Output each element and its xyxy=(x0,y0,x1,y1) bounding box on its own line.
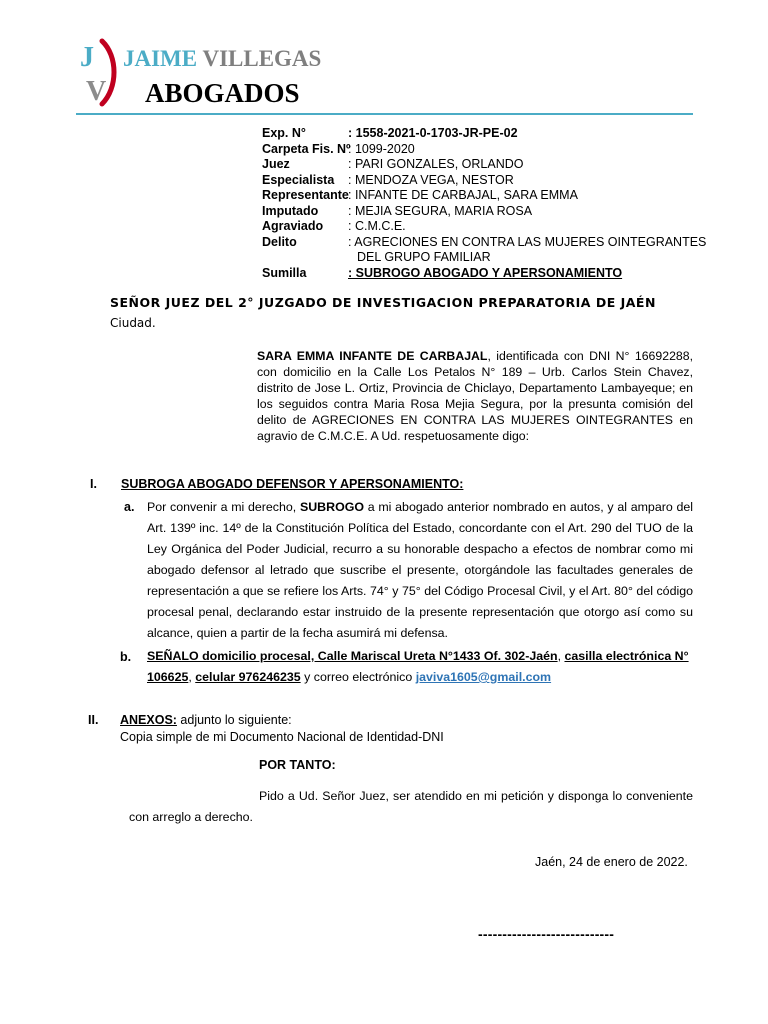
item-a-post: a mi abogado anterior nombrado en autos, y al amparo del Art. 139º inc. 14º de la Constitución Política del Estado, concordante con el Art. 290 del TUO de la Ley Orgánica del Poder Judicial, recurro a su honorable despacho a efectos de nombrar como mi abogado defensor al letrado que suscribe el presente, otorgándole las facultades generales de representación a que se refiere los Arts. 74° y 75° del Código Procesal Civil, y el Art. 80° del código procesal penal, declarando estar instruido de la presente representación que otorgo así como su alcance, quien a partir de la fecha asumirá mi defensa. xyxy=(147,500,693,640)
case-info-value: : INFANTE DE CARBAJAL, SARA EMMA xyxy=(348,188,578,202)
procesal-address: SEÑALO domicilio procesal, Calle Mariscal Ureta N°1433 Of. 302-Jaén xyxy=(147,649,558,663)
case-info-value: : MENDOZA VEGA, NESTOR xyxy=(348,172,514,187)
case-info-row xyxy=(262,126,706,142)
item-a-label: a. xyxy=(124,500,135,514)
section-2-intro: adjunto lo siguiente: xyxy=(176,713,292,727)
logo-initial-j: J xyxy=(80,42,94,73)
case-info-label: Juez xyxy=(262,157,290,171)
case-info-row xyxy=(262,142,706,158)
case-info-value: : AGRECIONES EN CONTRA LAS MUJERES OINTEGRANTES xyxy=(348,234,707,249)
case-info-label: Imputado xyxy=(262,203,319,218)
closing-paragraph: Pido a Ud. Señor Juez, ser atendido en mi petición y disponga lo conveniente con arreglo a derecho. xyxy=(129,789,693,824)
case-info-row xyxy=(262,157,706,173)
case-info xyxy=(262,126,706,281)
addressee: SEÑOR JUEZ DEL 2° JUZGADO DE INVESTIGACION PREPARATORIA DE JAÉN xyxy=(110,295,656,310)
case-info-value: : SUBROGO ABOGADO Y APERSONAMIENTO xyxy=(348,265,623,280)
email-intro: y correo electrónico xyxy=(300,670,416,684)
electronic-box: casilla electrónica N° 106625 xyxy=(147,649,689,684)
item-a-text xyxy=(147,497,693,644)
case-info-value: : PARI GONZALES, ORLANDO xyxy=(348,157,524,171)
case-info-row xyxy=(262,266,706,282)
petitioner-name: SARA EMMA INFANTE DE CARBAJAL xyxy=(257,349,488,363)
case-info-label: Agraviado xyxy=(262,219,324,233)
item-b-label: b. xyxy=(120,650,132,664)
logo-initial-v: V xyxy=(86,76,107,107)
firm-subtitle: ABOGADOS xyxy=(145,78,300,108)
case-info-label: Carpeta Fis. Nº xyxy=(262,141,351,156)
firm-last-name: VILLEGAS xyxy=(202,46,322,71)
firm-first-name: JAIME xyxy=(123,46,203,71)
case-info-row xyxy=(262,235,706,251)
case-info-value: : C.M.C.E. xyxy=(348,219,406,233)
logo-arc-icon xyxy=(96,38,122,108)
case-info-row xyxy=(262,250,706,266)
item-b-text xyxy=(147,646,693,688)
section-1-number: I. xyxy=(90,477,97,491)
case-info-label: Sumilla xyxy=(262,265,307,280)
firm-name xyxy=(123,46,321,72)
case-info-label: Exp. N° xyxy=(262,126,306,140)
case-info-label: Delito xyxy=(262,234,297,249)
case-info-label: Representante xyxy=(262,188,349,202)
case-info-value: : MEJIA SEGURA, MARIA ROSA xyxy=(348,203,533,218)
item-b-sep2: , xyxy=(188,670,196,684)
case-info-row xyxy=(262,204,706,220)
email-link[interactable]: javiva1605@gmail.com xyxy=(415,670,552,684)
document-date: Jaén, 24 de enero de 2022. xyxy=(535,855,688,869)
case-info-value: : 1558-2021-0-1703-JR-PE-02 xyxy=(348,126,518,140)
case-info-row xyxy=(262,188,706,204)
intro-paragraph xyxy=(257,348,693,444)
item-b-sep1: , xyxy=(557,649,565,663)
case-info-label: Especialista xyxy=(262,172,335,187)
por-tanto: POR TANTO: xyxy=(259,758,336,772)
case-info-row xyxy=(262,173,706,189)
item-a-bold: SUBROGO xyxy=(299,500,364,514)
header-divider xyxy=(76,113,693,115)
signature-line: ---------------------------- xyxy=(478,926,615,942)
intro-text: , identificada con DNI N° 16692288, con domicilio en la Calle Los Petalos N° 189 – Urb. Carlos Stein Chavez, distrito de Jose L. Ortiz, Provincia de Chiclayo, Departamento Lambayeque; en los seguidos contra Maria Rosa Mejia Segura, por la presunta comisión del delito de AGRECIONES EN CONTRA LAS MUJERES OINTEGRANTES en agravio de C.M.C.E. A Ud. respetuosamente digo: xyxy=(257,349,694,443)
phone-number: celular 976246235 xyxy=(195,670,301,684)
section-2-title: ANEXOS: xyxy=(120,713,177,727)
section-1-title: SUBROGA ABOGADO DEFENSOR Y APERSONAMIENTO: xyxy=(121,477,464,491)
item-a-pre: Por convenir a mi derecho, xyxy=(147,500,300,514)
case-info-value: DEL GRUPO FAMILIAR xyxy=(357,250,491,264)
section-2-heading xyxy=(120,713,292,727)
city: Ciudad. xyxy=(110,316,156,330)
section-2-number: II. xyxy=(88,713,99,727)
case-info-row xyxy=(262,219,706,235)
annex-item: Copia simple de mi Documento Nacional de Identidad-DNI xyxy=(120,730,444,744)
case-info-value: : 1099-2020 xyxy=(348,141,415,156)
